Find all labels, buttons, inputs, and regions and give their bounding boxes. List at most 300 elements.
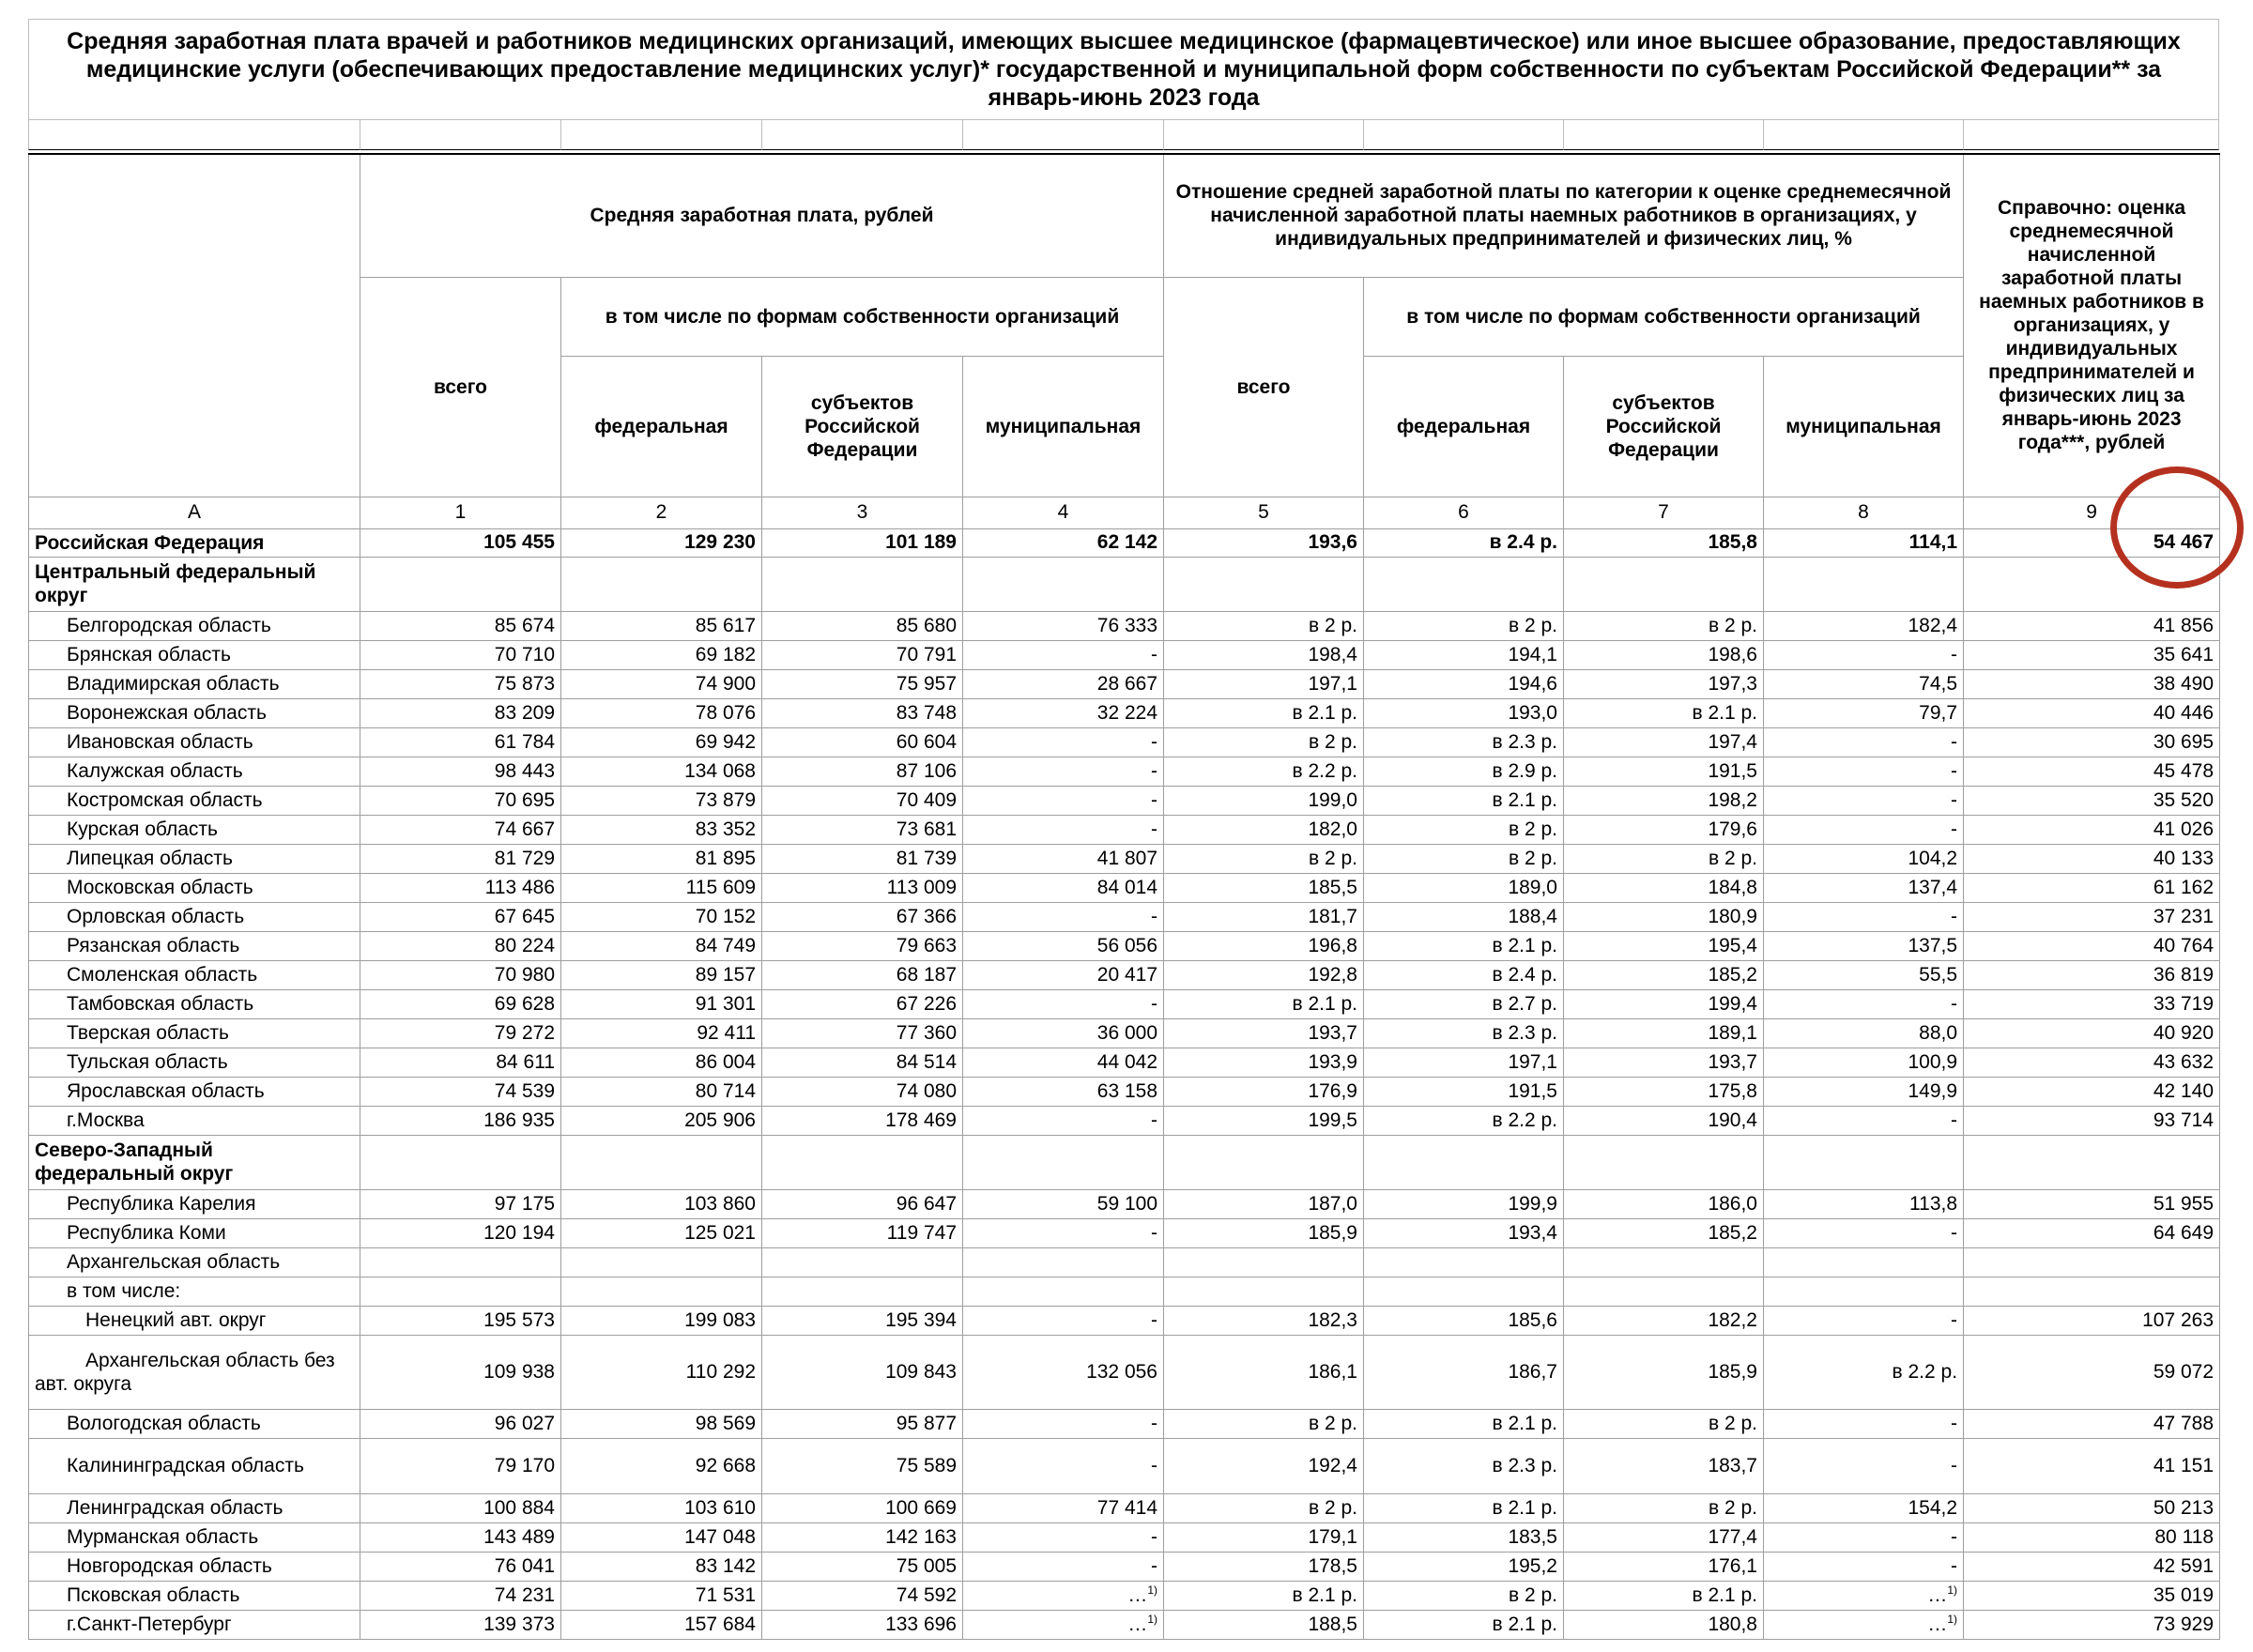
value-cell: 100 884 xyxy=(360,1493,561,1522)
value-cell: 197,4 xyxy=(1564,727,1764,757)
value-cell: - xyxy=(963,1306,1164,1335)
value-cell: 119 747 xyxy=(762,1218,963,1247)
value-cell: в 2.1 р. xyxy=(1364,1610,1564,1639)
col-number: 9 xyxy=(1964,497,2220,528)
value-cell xyxy=(963,1135,1164,1189)
value-cell: - xyxy=(1764,1438,1964,1493)
value-cell: в 2.1 р. xyxy=(1364,1493,1564,1522)
footnote-mark: 1) xyxy=(1147,1613,1157,1626)
value-cell: 180,9 xyxy=(1564,902,1764,931)
value-cell: 188,4 xyxy=(1364,902,1564,931)
value-cell: 75 873 xyxy=(360,669,561,698)
table-row xyxy=(29,1189,2220,1218)
value-cell: 176,1 xyxy=(1564,1552,1764,1581)
value-cell: 35 641 xyxy=(1964,640,2220,669)
value-cell xyxy=(1564,1135,1764,1189)
value-cell: 37 231 xyxy=(1964,902,2220,931)
value-cell: 81 729 xyxy=(360,844,561,873)
value-cell: 28 667 xyxy=(963,669,1164,698)
header-salary-subjects: субъектов Российской Федерации xyxy=(762,356,963,497)
value-cell: 92 411 xyxy=(561,1018,762,1048)
value-cell: - xyxy=(1764,757,1964,786)
value-cell: 189,0 xyxy=(1364,873,1564,902)
value-cell: 50 213 xyxy=(1964,1493,2220,1522)
header-group-salary: Средняя заработная плата, рублей xyxy=(360,154,1164,277)
value-cell: 192,4 xyxy=(1164,1438,1364,1493)
value-cell: 74 667 xyxy=(360,815,561,844)
value-cell: - xyxy=(1764,1218,1964,1247)
value-cell: 79 272 xyxy=(360,1018,561,1048)
value-cell: 193,6 xyxy=(1164,528,1364,557)
col-number: А xyxy=(29,497,360,528)
region-name: Псковская область xyxy=(29,1581,360,1610)
table-row xyxy=(29,844,2220,873)
col-number: 4 xyxy=(963,497,1164,528)
value-cell: 41 807 xyxy=(963,844,1164,873)
value-cell: 91 301 xyxy=(561,989,762,1018)
value-cell: 137,5 xyxy=(1764,931,1964,960)
value-cell: 56 056 xyxy=(963,931,1164,960)
value-cell: 84 014 xyxy=(963,873,1164,902)
value-cell: 85 617 xyxy=(561,611,762,640)
region-name: Рязанская область xyxy=(29,931,360,960)
col-number: 1 xyxy=(360,497,561,528)
header-ratio-subjects: субъектов Российской Федерации xyxy=(1564,356,1764,497)
value-cell: - xyxy=(963,1438,1164,1493)
table-row xyxy=(29,1277,2220,1306)
value-cell: в 2 р. xyxy=(1564,1409,1764,1438)
value-cell: в 2.2 р. xyxy=(1764,1335,1964,1409)
value-cell xyxy=(1164,1277,1364,1306)
value-cell: 59 072 xyxy=(1964,1335,2220,1409)
value-cell: 70 695 xyxy=(360,786,561,815)
value-cell xyxy=(1764,557,1964,611)
value-cell: 185,9 xyxy=(1564,1335,1764,1409)
value-cell: 185,5 xyxy=(1164,873,1364,902)
value-cell: 195 573 xyxy=(360,1306,561,1335)
value-cell: 81 895 xyxy=(561,844,762,873)
value-cell: 71 531 xyxy=(561,1581,762,1610)
value-cell: 44 042 xyxy=(963,1048,1164,1077)
table-row xyxy=(29,1493,2220,1522)
value-cell: в 2.7 р. xyxy=(1364,989,1564,1018)
value-cell: 147 048 xyxy=(561,1522,762,1552)
value-cell: 33 719 xyxy=(1964,989,2220,1018)
region-name: Белгородская область xyxy=(29,611,360,640)
value-cell xyxy=(561,1247,762,1277)
value-cell: …$^{1)}$ xyxy=(963,1610,1164,1639)
table-row xyxy=(29,528,2220,557)
value-cell: 93 714 xyxy=(1964,1106,2220,1135)
value-cell: 43 632 xyxy=(1964,1048,2220,1077)
region-name: Курская область xyxy=(29,815,360,844)
value-cell: 81 739 xyxy=(762,844,963,873)
value-cell xyxy=(561,557,762,611)
column-numbers-row xyxy=(29,497,2220,528)
value-cell: 186,7 xyxy=(1364,1335,1564,1409)
value-cell: 30 695 xyxy=(1964,727,2220,757)
value-cell: 80 714 xyxy=(561,1077,762,1106)
value-cell xyxy=(360,1277,561,1306)
value-cell: 199,0 xyxy=(1164,786,1364,815)
value-cell: 186,1 xyxy=(1164,1335,1364,1409)
value-cell: 51 955 xyxy=(1964,1189,2220,1218)
value-cell: - xyxy=(963,786,1164,815)
value-cell: 42 140 xyxy=(1964,1077,2220,1106)
value-cell: 187,0 xyxy=(1164,1189,1364,1218)
value-cell: 20 417 xyxy=(963,960,1164,989)
value-cell: 175,8 xyxy=(1564,1077,1764,1106)
value-cell xyxy=(1164,1247,1364,1277)
value-cell: 181,7 xyxy=(1164,902,1364,931)
value-cell: 83 142 xyxy=(561,1552,762,1581)
value-cell: 75 005 xyxy=(762,1552,963,1581)
value-cell xyxy=(1964,1247,2220,1277)
col-number: 5 xyxy=(1164,497,1364,528)
value-cell: 196,8 xyxy=(1164,931,1364,960)
table-row xyxy=(29,1018,2220,1048)
value-cell: 74 539 xyxy=(360,1077,561,1106)
value-cell: 61 162 xyxy=(1964,873,2220,902)
value-cell xyxy=(963,557,1164,611)
region-name: Тамбовская область xyxy=(29,989,360,1018)
value-cell: в 2 р. xyxy=(1564,844,1764,873)
value-cell: в 2 р. xyxy=(1564,1493,1764,1522)
value-cell: 40 920 xyxy=(1964,1018,2220,1048)
value-cell: 73 681 xyxy=(762,815,963,844)
header-ratio-municipal: муниципальная xyxy=(1764,356,1964,497)
value-cell: - xyxy=(963,640,1164,669)
region-name: Костромская область xyxy=(29,786,360,815)
value-cell: 83 748 xyxy=(762,698,963,727)
value-cell: 176,9 xyxy=(1164,1077,1364,1106)
value-cell: в 2 р. xyxy=(1364,844,1564,873)
value-cell: …$^{1)}$ xyxy=(963,1581,1164,1610)
value-cell: 178 469 xyxy=(762,1106,963,1135)
header-ratio-federal: федеральная xyxy=(1364,356,1564,497)
value-cell xyxy=(1564,1277,1764,1306)
table-row xyxy=(29,1218,2220,1247)
value-cell: 115 609 xyxy=(561,873,762,902)
value-cell: 70 409 xyxy=(762,786,963,815)
value-cell xyxy=(1364,1135,1564,1189)
value-cell: 73 929 xyxy=(1964,1610,2220,1639)
region-name: Калужская область xyxy=(29,757,360,786)
value-cell: 182,2 xyxy=(1564,1306,1764,1335)
region-name: г.Москва xyxy=(29,1106,360,1135)
value-cell: 89 157 xyxy=(561,960,762,989)
value-cell: 74 900 xyxy=(561,669,762,698)
value-cell: - xyxy=(963,1218,1164,1247)
value-cell: - xyxy=(963,815,1164,844)
value-cell: 184,8 xyxy=(1564,873,1764,902)
region-name: Воронежская область xyxy=(29,698,360,727)
value-cell: 59 100 xyxy=(963,1189,1164,1218)
value-cell xyxy=(1364,1247,1564,1277)
value-cell: 182,3 xyxy=(1164,1306,1364,1335)
value-cell: в 2.1 р. xyxy=(1364,1409,1564,1438)
value-cell: 125 021 xyxy=(561,1218,762,1247)
value-cell: 85 674 xyxy=(360,611,561,640)
value-cell xyxy=(1164,557,1364,611)
value-cell: 47 788 xyxy=(1964,1409,2220,1438)
table-row xyxy=(29,989,2220,1018)
table-row xyxy=(29,960,2220,989)
value-cell: - xyxy=(1764,1409,1964,1438)
value-cell xyxy=(1364,557,1564,611)
region-name: Тульская область xyxy=(29,1048,360,1077)
table-row xyxy=(29,902,2220,931)
value-cell: 193,4 xyxy=(1364,1218,1564,1247)
value-cell: 67 645 xyxy=(360,902,561,931)
value-cell: 183,5 xyxy=(1364,1522,1564,1552)
table-row xyxy=(29,931,2220,960)
value-cell: 179,6 xyxy=(1564,815,1764,844)
value-cell xyxy=(360,1135,561,1189)
value-cell: 80 224 xyxy=(360,931,561,960)
value-cell: 76 333 xyxy=(963,611,1164,640)
region-name: Российская Федерация xyxy=(29,528,360,557)
value-cell xyxy=(762,1277,963,1306)
region-name: Липецкая область xyxy=(29,844,360,873)
value-cell: 80 118 xyxy=(1964,1522,2220,1552)
value-cell: 185,6 xyxy=(1364,1306,1564,1335)
value-cell: 186 935 xyxy=(360,1106,561,1135)
footnote-mark: 1) xyxy=(1147,1583,1157,1597)
region-name: Новгородская область xyxy=(29,1552,360,1581)
region-name: Смоленская область xyxy=(29,960,360,989)
value-cell: 178,5 xyxy=(1164,1552,1364,1581)
value-cell: 67 226 xyxy=(762,989,963,1018)
value-cell xyxy=(1964,1135,2220,1189)
value-cell: 113 486 xyxy=(360,873,561,902)
value-cell: 87 106 xyxy=(762,757,963,786)
value-cell: 97 175 xyxy=(360,1189,561,1218)
value-cell: 100,9 xyxy=(1764,1048,1964,1077)
region-name: Ярославская область xyxy=(29,1077,360,1106)
value-cell: - xyxy=(1764,1106,1964,1135)
value-cell: - xyxy=(1764,902,1964,931)
value-cell: 84 611 xyxy=(360,1048,561,1077)
value-cell: 70 791 xyxy=(762,640,963,669)
value-cell: 75 589 xyxy=(762,1438,963,1493)
value-cell: в 2.4 р. xyxy=(1364,960,1564,989)
table-row xyxy=(29,1077,2220,1106)
value-cell: 198,6 xyxy=(1564,640,1764,669)
value-cell: 198,2 xyxy=(1564,786,1764,815)
value-cell: в 2.1 р. xyxy=(1164,989,1364,1018)
value-cell xyxy=(963,1277,1164,1306)
value-cell xyxy=(1764,1247,1964,1277)
footnote-mark: 1) xyxy=(1947,1613,1958,1626)
page-title: Средняя заработная плата врачей и работников медицинских организаций, имеющих высшее медицинское (фармацевтическое) или иное высшее образование, предоставляющих медицинские услуги (обеспечивающих предоставление медицинских услуг)* государственной и муниципальной форм собственности по субъектам Российской Федерации** за январь-июнь 2023 года xyxy=(28,19,2219,120)
value-cell: - xyxy=(1764,1552,1964,1581)
col-number: 2 xyxy=(561,497,762,528)
value-cell: 197,1 xyxy=(1164,669,1364,698)
table-row xyxy=(29,611,2220,640)
value-cell: 41 026 xyxy=(1964,815,2220,844)
region-name: Ненецкий авт. округ xyxy=(29,1306,360,1335)
value-cell: 79,7 xyxy=(1764,698,1964,727)
value-cell xyxy=(1564,557,1764,611)
value-cell: - xyxy=(963,727,1164,757)
value-cell: 109 843 xyxy=(762,1335,963,1409)
value-cell: 77 414 xyxy=(963,1493,1164,1522)
value-cell: 76 041 xyxy=(360,1552,561,1581)
table-row xyxy=(29,757,2220,786)
value-cell: 83 209 xyxy=(360,698,561,727)
col-number: 6 xyxy=(1364,497,1564,528)
value-cell: 64 649 xyxy=(1964,1218,2220,1247)
table-row xyxy=(29,1610,2220,1639)
value-cell: 185,2 xyxy=(1564,1218,1764,1247)
value-cell: 88,0 xyxy=(1764,1018,1964,1048)
value-cell: в 2.4 р. xyxy=(1364,528,1564,557)
header-region xyxy=(29,154,360,497)
value-cell: 149,9 xyxy=(1764,1077,1964,1106)
value-cell: в 2 р. xyxy=(1164,844,1364,873)
value-cell: 120 194 xyxy=(360,1218,561,1247)
region-name: Вологодская область xyxy=(29,1409,360,1438)
value-cell: 109 938 xyxy=(360,1335,561,1409)
value-cell xyxy=(762,1135,963,1189)
value-cell: 41 151 xyxy=(1964,1438,2220,1493)
value-cell: 199,5 xyxy=(1164,1106,1364,1135)
value-cell: в 2.1 р. xyxy=(1564,1581,1764,1610)
value-cell: в 2.1 р. xyxy=(1364,786,1564,815)
region-name: Архангельская область без авт. округа xyxy=(29,1335,360,1409)
value-cell: - xyxy=(963,1552,1164,1581)
value-cell: 198,4 xyxy=(1164,640,1364,669)
value-cell: 62 142 xyxy=(963,528,1164,557)
value-cell: 68 187 xyxy=(762,960,963,989)
value-cell: в 2 р. xyxy=(1164,1409,1364,1438)
region-name: Тверская область xyxy=(29,1018,360,1048)
value-cell: 191,5 xyxy=(1364,1077,1564,1106)
table-row xyxy=(29,1409,2220,1438)
region-name: Ивановская область xyxy=(29,727,360,757)
value-cell: 69 942 xyxy=(561,727,762,757)
value-cell: 74,5 xyxy=(1764,669,1964,698)
value-cell: 96 647 xyxy=(762,1189,963,1218)
value-cell: 96 027 xyxy=(360,1409,561,1438)
value-cell: 70 980 xyxy=(360,960,561,989)
value-cell: 75 957 xyxy=(762,669,963,698)
value-cell: 134 068 xyxy=(561,757,762,786)
value-cell: 142 163 xyxy=(762,1522,963,1552)
region-name: Мурманская область xyxy=(29,1522,360,1552)
value-cell: в 2.1 р. xyxy=(1364,931,1564,960)
table-row xyxy=(29,1306,2220,1335)
table-row xyxy=(29,1048,2220,1077)
value-cell: 195,4 xyxy=(1564,931,1764,960)
value-cell: - xyxy=(963,989,1164,1018)
value-cell: - xyxy=(1764,640,1964,669)
table-row xyxy=(29,1335,2220,1409)
value-cell: в 2.1 р. xyxy=(1564,698,1764,727)
col-number: 8 xyxy=(1764,497,1964,528)
value-cell: 143 489 xyxy=(360,1522,561,1552)
value-cell xyxy=(1964,1277,2220,1306)
table-row xyxy=(29,1438,2220,1493)
region-name: Владимирская область xyxy=(29,669,360,698)
value-cell: 74 080 xyxy=(762,1077,963,1106)
value-cell: 41 856 xyxy=(1964,611,2220,640)
value-cell: 55,5 xyxy=(1764,960,1964,989)
value-cell: в 2.2 р. xyxy=(1164,757,1364,786)
col-number: 7 xyxy=(1564,497,1764,528)
value-cell: 83 352 xyxy=(561,815,762,844)
value-cell: 185,2 xyxy=(1564,960,1764,989)
value-cell: 73 879 xyxy=(561,786,762,815)
table-row xyxy=(29,557,2220,611)
value-cell: 133 696 xyxy=(762,1610,963,1639)
value-cell: 193,9 xyxy=(1164,1048,1364,1077)
value-cell: 194,1 xyxy=(1364,640,1564,669)
value-cell: 195 394 xyxy=(762,1306,963,1335)
header-salary-municipal: муниципальная xyxy=(963,356,1164,497)
value-cell xyxy=(1164,1135,1364,1189)
value-cell: - xyxy=(963,1106,1164,1135)
value-cell: 60 604 xyxy=(762,727,963,757)
value-cell: 113 009 xyxy=(762,873,963,902)
table-row xyxy=(29,1135,2220,1189)
region-name: Московская область xyxy=(29,873,360,902)
header-ratio-total: всего xyxy=(1164,277,1364,497)
value-cell: - xyxy=(963,902,1164,931)
value-cell: в 2 р. xyxy=(1364,1581,1564,1610)
value-cell: 40 446 xyxy=(1964,698,2220,727)
header-salary-total: всего xyxy=(360,277,561,497)
value-cell: 197,1 xyxy=(1364,1048,1564,1077)
footnote-mark: 1) xyxy=(1947,1583,1958,1597)
value-cell: 193,7 xyxy=(1164,1018,1364,1048)
region-name: Ленинградская область xyxy=(29,1493,360,1522)
value-cell: 180,8 xyxy=(1564,1610,1764,1639)
table-row xyxy=(29,873,2220,902)
table-row xyxy=(29,1106,2220,1135)
value-cell: - xyxy=(963,1522,1164,1552)
value-cell: 154,2 xyxy=(1764,1493,1964,1522)
header-reference: Справочно: оценка среднемесячной начисленной заработной платы наемных работников в организациях, у индивидуальных предпринимателей и физических лиц за январь-июнь 2023 года***, рублей xyxy=(1964,154,2220,497)
value-cell: 85 680 xyxy=(762,611,963,640)
value-cell: 95 877 xyxy=(762,1409,963,1438)
value-cell xyxy=(762,1247,963,1277)
value-cell: 38 490 xyxy=(1964,669,2220,698)
value-cell: 185,8 xyxy=(1564,528,1764,557)
region-name: Архангельская область xyxy=(29,1247,360,1277)
value-cell: …$^{1)}$ xyxy=(1764,1581,1964,1610)
value-cell: 195,2 xyxy=(1364,1552,1564,1581)
table-row xyxy=(29,815,2220,844)
value-cell: 192,8 xyxy=(1164,960,1364,989)
value-cell: 113,8 xyxy=(1764,1189,1964,1218)
value-cell: 103 610 xyxy=(561,1493,762,1522)
value-cell: 40 133 xyxy=(1964,844,2220,873)
value-cell xyxy=(762,557,963,611)
value-cell: 183,7 xyxy=(1564,1438,1764,1493)
value-cell: 129 230 xyxy=(561,528,762,557)
value-cell: в 2.1 р. xyxy=(1164,698,1364,727)
value-cell: 110 292 xyxy=(561,1335,762,1409)
value-cell: 197,3 xyxy=(1564,669,1764,698)
value-cell xyxy=(561,1277,762,1306)
value-cell: 35 019 xyxy=(1964,1581,2220,1610)
value-cell xyxy=(1564,1247,1764,1277)
value-cell: 78 076 xyxy=(561,698,762,727)
table-row xyxy=(29,1581,2220,1610)
col-number: 3 xyxy=(762,497,963,528)
